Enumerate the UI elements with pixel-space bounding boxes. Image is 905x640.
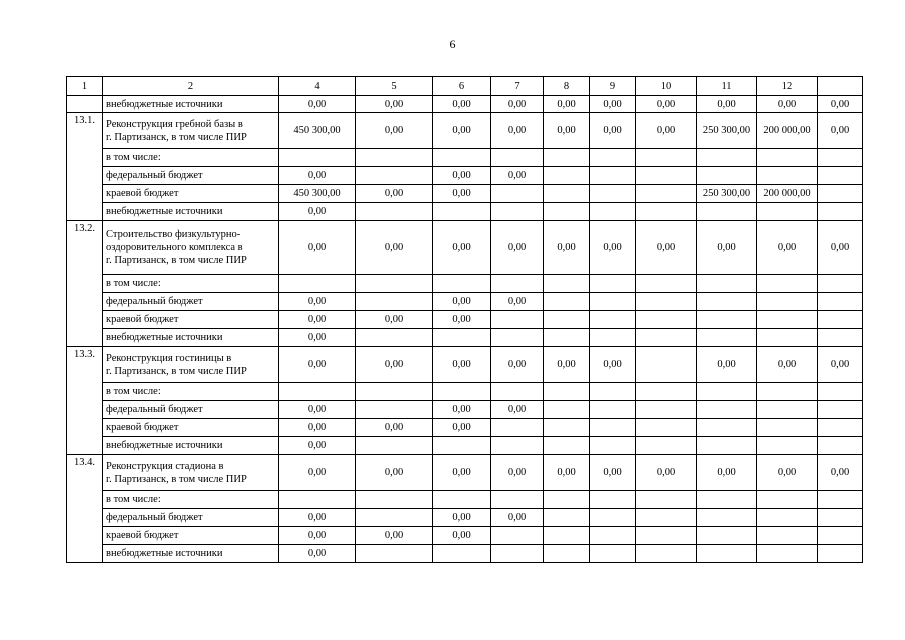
value-cell <box>590 401 636 419</box>
value-cell <box>757 383 818 401</box>
section-title-line: Реконструкция стадиона в <box>106 460 224 472</box>
value-cell <box>544 185 590 203</box>
value-cell <box>636 401 697 419</box>
value-cell: 0,00 <box>279 437 356 455</box>
value-cell: 0,00 <box>818 96 863 113</box>
value-cell <box>356 167 433 185</box>
section-title-line: Реконструкция гребной базы в <box>106 118 243 130</box>
value-cell: 0,00 <box>590 221 636 275</box>
value-cell <box>757 491 818 509</box>
value-cell <box>491 419 544 437</box>
column-header: 10 <box>636 77 697 96</box>
value-cell <box>590 509 636 527</box>
value-cell <box>757 275 818 293</box>
value-cell <box>697 437 757 455</box>
value-cell <box>818 293 863 311</box>
value-cell <box>356 401 433 419</box>
value-cell <box>636 167 697 185</box>
value-cell: 0,00 <box>433 185 491 203</box>
value-cell <box>544 329 590 347</box>
value-cell <box>590 383 636 401</box>
value-cell <box>818 185 863 203</box>
sub-label: краевой бюджет <box>103 527 279 545</box>
value-cell <box>636 185 697 203</box>
value-cell <box>818 491 863 509</box>
value-cell: 0,00 <box>818 455 863 491</box>
value-cell <box>491 185 544 203</box>
value-cell <box>433 383 491 401</box>
value-cell <box>491 383 544 401</box>
value-cell <box>636 419 697 437</box>
value-cell: 0,00 <box>356 527 433 545</box>
row-label: внебюджетные источники <box>103 96 279 113</box>
value-cell <box>636 203 697 221</box>
value-cell: 0,00 <box>544 455 590 491</box>
value-cell <box>279 491 356 509</box>
sub-row <box>67 509 863 527</box>
sub-row <box>67 545 863 563</box>
value-cell: 0,00 <box>356 185 433 203</box>
sub-label: федеральный бюджет <box>103 401 279 419</box>
value-cell <box>356 491 433 509</box>
column-header <box>818 77 863 96</box>
value-cell <box>757 293 818 311</box>
sub-row <box>67 437 863 455</box>
value-cell: 0,00 <box>433 113 491 149</box>
value-cell: 0,00 <box>279 203 356 221</box>
column-header: 9 <box>590 77 636 96</box>
value-cell <box>590 419 636 437</box>
value-cell: 0,00 <box>818 221 863 275</box>
value-cell <box>757 437 818 455</box>
value-cell: 0,00 <box>590 347 636 383</box>
value-cell <box>590 203 636 221</box>
value-cell <box>356 383 433 401</box>
value-cell <box>279 275 356 293</box>
value-cell: 0,00 <box>279 545 356 563</box>
section-title-line: Реконструкция гостиницы в <box>106 352 232 364</box>
value-cell <box>757 545 818 563</box>
value-cell <box>818 509 863 527</box>
section-title <box>103 113 279 149</box>
sub-label: федеральный бюджет <box>103 293 279 311</box>
value-cell <box>697 383 757 401</box>
value-cell: 0,00 <box>356 347 433 383</box>
value-cell: 0,00 <box>279 419 356 437</box>
value-cell: 0,00 <box>279 311 356 329</box>
value-cell: 0,00 <box>356 419 433 437</box>
value-cell: 0,00 <box>433 221 491 275</box>
value-cell <box>590 275 636 293</box>
sub-row <box>67 293 863 311</box>
value-cell <box>636 545 697 563</box>
value-cell: 0,00 <box>757 96 818 113</box>
value-cell: 0,00 <box>356 221 433 275</box>
value-cell <box>544 509 590 527</box>
value-cell <box>818 527 863 545</box>
value-cell <box>697 329 757 347</box>
value-cell <box>544 275 590 293</box>
value-cell <box>356 545 433 563</box>
value-cell <box>757 311 818 329</box>
value-cell <box>356 275 433 293</box>
value-cell: 0,00 <box>590 455 636 491</box>
value-cell <box>636 149 697 167</box>
column-header: 5 <box>356 77 433 96</box>
section-title <box>103 221 279 275</box>
value-cell <box>697 149 757 167</box>
sub-label: в том числе: <box>103 383 279 401</box>
value-cell: 0,00 <box>279 167 356 185</box>
value-cell: 0,00 <box>697 347 757 383</box>
value-cell: 0,00 <box>279 221 356 275</box>
value-cell <box>757 167 818 185</box>
value-cell: 0,00 <box>818 113 863 149</box>
value-cell <box>818 419 863 437</box>
section-code: 13.4. <box>67 455 103 563</box>
value-cell <box>818 383 863 401</box>
value-cell <box>356 509 433 527</box>
value-cell <box>636 311 697 329</box>
sub-row <box>67 419 863 437</box>
section-title-line: г. Партизанск, в том числе ПИР <box>106 365 247 377</box>
value-cell <box>356 203 433 221</box>
sub-label: внебюджетные источники <box>103 437 279 455</box>
value-cell: 0,00 <box>544 347 590 383</box>
value-cell <box>544 293 590 311</box>
section-title <box>103 455 279 491</box>
value-cell: 0,00 <box>544 221 590 275</box>
value-cell: 0,00 <box>636 455 697 491</box>
value-cell: 0,00 <box>544 96 590 113</box>
sub-row <box>67 167 863 185</box>
value-cell <box>433 203 491 221</box>
value-cell: 0,00 <box>433 455 491 491</box>
value-cell <box>697 509 757 527</box>
value-cell <box>757 419 818 437</box>
value-cell <box>697 275 757 293</box>
value-cell <box>636 491 697 509</box>
value-cell <box>433 545 491 563</box>
value-cell: 250 300,00 <box>697 113 757 149</box>
value-cell <box>818 149 863 167</box>
value-cell <box>757 203 818 221</box>
value-cell: 250 300,00 <box>697 185 757 203</box>
value-cell <box>636 527 697 545</box>
sub-label: в том числе: <box>103 149 279 167</box>
section-code: 13.3. <box>67 347 103 455</box>
value-cell: 0,00 <box>491 509 544 527</box>
value-cell: 0,00 <box>433 293 491 311</box>
value-cell: 450 300,00 <box>279 113 356 149</box>
section-title-line: г. Партизанск, в том числе ПИР <box>106 473 247 485</box>
value-cell <box>757 329 818 347</box>
sub-row <box>67 383 863 401</box>
column-header: 1 <box>67 77 103 96</box>
value-cell <box>491 437 544 455</box>
section-title-line: оздоровительного комплекса в <box>106 242 243 253</box>
value-cell: 0,00 <box>697 455 757 491</box>
value-cell <box>590 329 636 347</box>
value-cell: 0,00 <box>757 455 818 491</box>
sub-row <box>67 203 863 221</box>
value-cell <box>544 545 590 563</box>
section-title <box>103 347 279 383</box>
page-number: 6 <box>449 37 456 51</box>
sub-label: внебюджетные источники <box>103 545 279 563</box>
value-cell: 450 300,00 <box>279 185 356 203</box>
value-cell <box>697 491 757 509</box>
value-cell <box>590 167 636 185</box>
section-code: 13.1. <box>67 113 103 221</box>
value-cell: 0,00 <box>636 221 697 275</box>
value-cell <box>818 437 863 455</box>
value-cell <box>491 149 544 167</box>
budget-table <box>66 76 863 563</box>
value-cell <box>590 149 636 167</box>
value-cell <box>636 509 697 527</box>
value-cell <box>491 275 544 293</box>
value-cell <box>818 545 863 563</box>
sub-label: внебюджетные источники <box>103 329 279 347</box>
value-cell: 0,00 <box>590 96 636 113</box>
value-cell <box>544 437 590 455</box>
value-cell: 0,00 <box>757 221 818 275</box>
value-cell <box>544 383 590 401</box>
value-cell <box>544 167 590 185</box>
sub-label: в том числе: <box>103 491 279 509</box>
value-cell: 0,00 <box>433 96 491 113</box>
value-cell <box>818 401 863 419</box>
value-cell <box>697 419 757 437</box>
value-cell: 200 000,00 <box>757 185 818 203</box>
section-code: 13.2. <box>67 221 103 347</box>
value-cell <box>356 329 433 347</box>
sub-label: в том числе: <box>103 275 279 293</box>
value-cell <box>491 491 544 509</box>
value-cell: 0,00 <box>636 113 697 149</box>
value-cell <box>590 437 636 455</box>
value-cell: 0,00 <box>491 293 544 311</box>
value-cell: 0,00 <box>433 419 491 437</box>
value-cell: 0,00 <box>356 113 433 149</box>
value-cell <box>279 383 356 401</box>
value-cell: 0,00 <box>279 96 356 113</box>
column-header: 6 <box>433 77 491 96</box>
value-cell <box>544 527 590 545</box>
value-cell <box>590 527 636 545</box>
value-cell: 0,00 <box>279 347 356 383</box>
sub-row <box>67 185 863 203</box>
value-cell: 0,00 <box>279 401 356 419</box>
value-cell <box>433 491 491 509</box>
value-cell <box>818 329 863 347</box>
value-cell <box>636 275 697 293</box>
value-cell: 200 000,00 <box>757 113 818 149</box>
value-cell <box>544 491 590 509</box>
value-cell: 0,00 <box>491 347 544 383</box>
value-cell: 0,00 <box>697 221 757 275</box>
sub-label: федеральный бюджет <box>103 509 279 527</box>
value-cell: 0,00 <box>491 167 544 185</box>
column-header: 2 <box>103 77 279 96</box>
value-cell <box>491 545 544 563</box>
value-cell: 0,00 <box>279 329 356 347</box>
value-cell: 0,00 <box>279 527 356 545</box>
value-cell <box>279 149 356 167</box>
sub-label: федеральный бюджет <box>103 167 279 185</box>
value-cell <box>757 149 818 167</box>
value-cell: 0,00 <box>544 113 590 149</box>
sub-row <box>67 491 863 509</box>
value-cell <box>544 311 590 329</box>
section-title-line: г. Партизанск, в том числе ПИР <box>106 255 247 266</box>
value-cell <box>356 437 433 455</box>
sub-row <box>67 527 863 545</box>
section-title-line: г. Партизанск, в том числе ПИР <box>106 131 247 143</box>
section-row <box>67 455 863 491</box>
value-cell <box>433 437 491 455</box>
value-cell: 0,00 <box>433 527 491 545</box>
value-cell <box>544 419 590 437</box>
value-cell <box>697 401 757 419</box>
value-cell: 0,00 <box>356 96 433 113</box>
value-cell: 0,00 <box>491 455 544 491</box>
column-header: 11 <box>697 77 757 96</box>
value-cell <box>818 275 863 293</box>
sub-row <box>67 275 863 293</box>
value-cell: 0,00 <box>491 221 544 275</box>
value-cell <box>697 167 757 185</box>
value-cell <box>636 347 697 383</box>
value-cell <box>491 311 544 329</box>
column-header: 7 <box>491 77 544 96</box>
value-cell: 0,00 <box>433 311 491 329</box>
value-cell <box>757 401 818 419</box>
column-header: 4 <box>279 77 356 96</box>
value-cell: 0,00 <box>757 347 818 383</box>
value-cell <box>697 203 757 221</box>
value-cell <box>433 329 491 347</box>
value-cell <box>697 545 757 563</box>
sub-label: внебюджетные источники <box>103 203 279 221</box>
value-cell <box>433 149 491 167</box>
value-cell: 0,00 <box>590 113 636 149</box>
header-row <box>67 77 863 96</box>
value-cell <box>356 293 433 311</box>
value-cell <box>356 149 433 167</box>
sub-label: краевой бюджет <box>103 185 279 203</box>
sub-row <box>67 311 863 329</box>
value-cell <box>590 545 636 563</box>
value-cell <box>590 311 636 329</box>
value-cell: 0,00 <box>491 113 544 149</box>
value-cell: 0,00 <box>356 311 433 329</box>
section-title-line: Строительство физкультурно- <box>106 229 241 240</box>
value-cell <box>697 527 757 545</box>
value-cell <box>636 293 697 311</box>
value-cell: 0,00 <box>279 455 356 491</box>
value-cell <box>544 203 590 221</box>
value-cell <box>697 311 757 329</box>
value-cell <box>757 527 818 545</box>
value-cell: 0,00 <box>279 509 356 527</box>
section-row <box>67 221 863 275</box>
value-cell: 0,00 <box>279 293 356 311</box>
value-cell: 0,00 <box>491 401 544 419</box>
value-cell: 0,00 <box>433 401 491 419</box>
value-cell: 0,00 <box>636 96 697 113</box>
value-cell <box>590 185 636 203</box>
value-cell <box>818 311 863 329</box>
section-row <box>67 113 863 149</box>
value-cell <box>636 437 697 455</box>
value-cell <box>491 203 544 221</box>
value-cell: 0,00 <box>491 96 544 113</box>
value-cell <box>697 293 757 311</box>
value-cell <box>636 329 697 347</box>
value-cell <box>636 383 697 401</box>
value-cell <box>491 329 544 347</box>
value-cell: 0,00 <box>356 455 433 491</box>
value-cell <box>544 401 590 419</box>
sub-label: краевой бюджет <box>103 311 279 329</box>
section-row <box>67 347 863 383</box>
value-cell <box>544 149 590 167</box>
code-cell <box>67 96 103 113</box>
value-cell <box>491 527 544 545</box>
value-cell: 0,00 <box>818 347 863 383</box>
value-cell <box>433 275 491 293</box>
value-cell <box>818 203 863 221</box>
value-cell: 0,00 <box>433 347 491 383</box>
value-cell <box>757 509 818 527</box>
value-cell <box>590 293 636 311</box>
sub-row <box>67 401 863 419</box>
value-cell: 0,00 <box>433 509 491 527</box>
value-cell <box>818 167 863 185</box>
value-cell: 0,00 <box>697 96 757 113</box>
sub-row <box>67 149 863 167</box>
sub-label: краевой бюджет <box>103 419 279 437</box>
column-header: 8 <box>544 77 590 96</box>
sub-row <box>67 329 863 347</box>
value-cell <box>590 491 636 509</box>
column-header: 12 <box>757 77 818 96</box>
value-cell: 0,00 <box>433 167 491 185</box>
table-row <box>67 96 863 113</box>
